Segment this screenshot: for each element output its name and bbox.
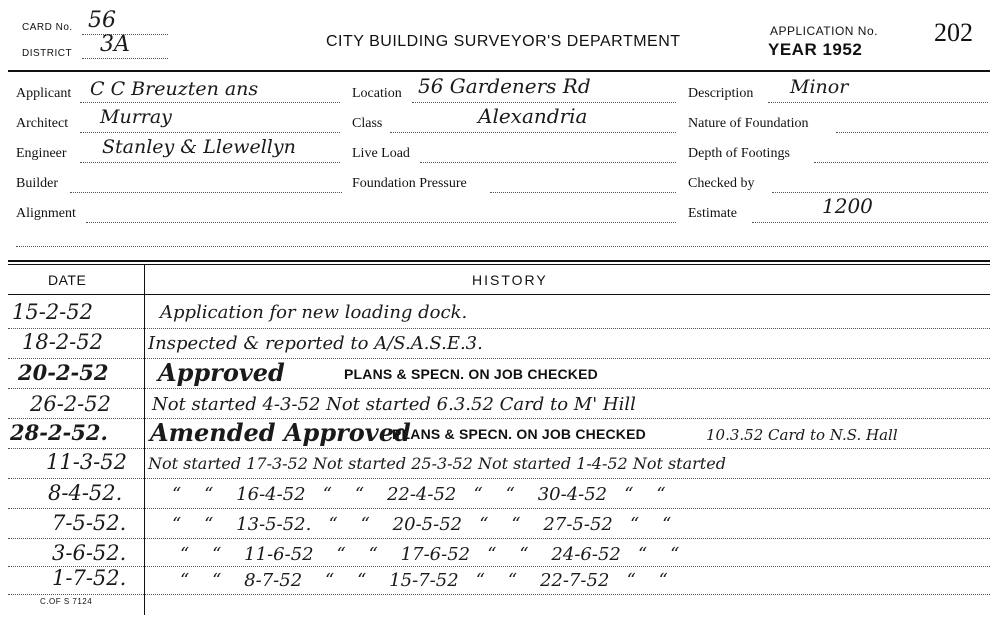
depth-of-footings-line [814, 162, 988, 163]
applicant-label: Applicant [16, 86, 72, 101]
live-load-line [420, 162, 676, 163]
builder-line [70, 192, 342, 193]
table-top-border-inner [8, 264, 990, 265]
history-entry: Inspected & reported to A/S.A.S.E.3. [148, 333, 483, 354]
estimate-line [752, 222, 988, 223]
history-entry: Not started 4-3-52 Not started 6.3.52 Card to M' Hill [152, 394, 636, 415]
row-rule [8, 566, 990, 567]
history-entry: “ “ 13-5-52. “ “ 20-5-52 “ “ 27-5-52 “ “ [172, 514, 672, 535]
history-entry: Approved [158, 358, 285, 387]
description-value: Minor [790, 76, 849, 98]
district-value: 3A [100, 32, 130, 57]
history-date: 7-5-52. [52, 511, 127, 535]
row-rule [8, 388, 990, 389]
history-date: 1-7-52. [52, 566, 127, 590]
nature-of-foundation-label: Nature of Foundation [688, 116, 809, 131]
history-column-header: HISTORY [472, 272, 548, 288]
builder-label: Builder [16, 176, 58, 191]
live-load-label: Live Load [352, 146, 410, 161]
alignment-label: Alignment [16, 206, 76, 221]
engineer-label: Engineer [16, 146, 67, 161]
application-number-label: APPLICATION No. [770, 24, 878, 38]
applicant-value: C C Breuzten ans [90, 78, 259, 100]
history-date: 8-4-52. [48, 481, 123, 505]
row-rule [8, 594, 990, 595]
location-value-2: Alexandria [478, 104, 588, 128]
date-column-header: DATE [48, 272, 87, 288]
card-number-value: 56 [88, 8, 116, 33]
foundation-pressure-line [490, 192, 676, 193]
date-history-divider [144, 265, 145, 615]
history-date: 26-2-52 [30, 392, 111, 416]
history-entry: Amended Approved [150, 418, 411, 447]
alignment-line [86, 222, 676, 223]
applicant-line [80, 102, 340, 103]
engineer-value: Stanley & Llewellyn [102, 136, 296, 158]
engineer-line [80, 162, 340, 163]
card-number-label: CARD No. [22, 22, 73, 33]
architect-value: Murray [100, 106, 172, 128]
history-entry: “ “ 11-6-52 “ “ 17-6-52 “ “ 24-6-52 “ “ [180, 544, 680, 565]
history-entry-note: 10.3.52 Card to N.S. Hall [706, 426, 898, 444]
history-date: 20-2-52 [18, 360, 109, 385]
depth-of-footings-label: Depth of Footings [688, 146, 790, 161]
description-line [768, 102, 988, 103]
department-title: CITY BUILDING SURVEYOR'S DEPARTMENT [326, 33, 681, 50]
checked-by-label: Checked by [688, 176, 755, 191]
row-rule [8, 478, 990, 479]
row-rule [8, 448, 990, 449]
history-date: 11-3-52 [46, 450, 127, 474]
architect-label: Architect [16, 116, 69, 131]
district-line [82, 58, 168, 59]
location-label: Location [352, 86, 402, 101]
location-line [412, 102, 676, 103]
plans-checked-stamp: PLANS & SPECN. ON JOB CHECKED [392, 426, 646, 442]
row-rule [8, 358, 990, 359]
year-label: YEAR 1952 [768, 40, 863, 59]
form-code: C.OF S 7124 [40, 597, 93, 606]
row-rule [8, 508, 990, 509]
row-rule [8, 538, 990, 539]
history-date: 15-2-52 [12, 300, 93, 324]
class-label: Class [352, 116, 383, 131]
checked-by-line [772, 192, 988, 193]
header-divider [8, 70, 990, 72]
history-entry: Not started 17-3-52 Not started 25-3-52 Not started 1-4-52 Not started [148, 454, 726, 473]
table-header-rule [8, 294, 990, 295]
estimate-label: Estimate [688, 206, 737, 221]
estimate-value: 1200 [822, 194, 873, 218]
architect-line [80, 132, 340, 133]
history-entry: Application for new loading dock. [160, 302, 468, 323]
history-date: 3-6-52. [52, 541, 127, 565]
history-date: 28-2-52. [10, 420, 108, 445]
class-line [390, 132, 676, 133]
foundation-pressure-label: Foundation Pressure [352, 176, 467, 191]
plans-checked-stamp: PLANS & SPECN. ON JOB CHECKED [344, 366, 598, 382]
application-number: 202 [934, 18, 973, 47]
blank-line [16, 246, 988, 247]
description-label: Description [688, 86, 754, 101]
table-top-border [8, 260, 990, 262]
history-entry: “ “ 8-7-52 “ “ 15-7-52 “ “ 22-7-52 “ “ [180, 570, 668, 591]
history-entry: “ “ 16-4-52 “ “ 22-4-52 “ “ 30-4-52 “ “ [172, 484, 666, 505]
location-value: 56 Gardeners Rd [418, 74, 591, 98]
nature-of-foundation-line [836, 132, 988, 133]
history-date: 18-2-52 [22, 330, 103, 354]
district-label: DISTRICT [22, 48, 73, 59]
row-rule [8, 328, 990, 329]
